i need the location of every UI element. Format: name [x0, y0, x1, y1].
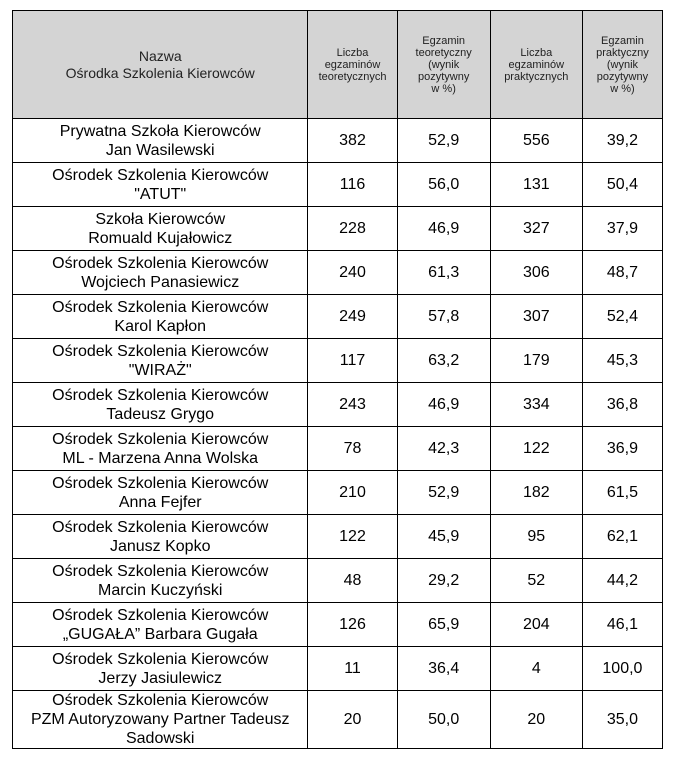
- practice-count-cell: 4: [490, 647, 582, 691]
- theory-pass-cell: 29,2: [397, 559, 490, 603]
- school-name-line: PZM Autoryzowany Partner Tadeusz: [30, 711, 290, 728]
- school-name-line: Ośrodek Szkolenia Kierowców: [52, 430, 269, 448]
- school-name-line: Jan Wasilewski: [105, 141, 215, 159]
- school-name-line: Ośrodek Szkolenia Kierowców: [52, 518, 269, 536]
- table-row: [13, 471, 663, 515]
- header-text-line: w %): [610, 82, 635, 95]
- header-practice-count: [490, 11, 582, 119]
- school-name-cell: [13, 251, 308, 295]
- school-name-line: Tadeusz Grygo: [106, 405, 215, 423]
- theory-count-cell: 126: [308, 603, 397, 647]
- theory-count-cell: 240: [308, 251, 397, 295]
- practice-pass-cell: 50,4: [582, 163, 662, 207]
- school-name-line: Karol Kapłon: [114, 317, 207, 335]
- theory-count-cell: 116: [308, 163, 397, 207]
- practice-pass-cell: 37,9: [582, 207, 662, 251]
- practice-count-cell: 122: [490, 427, 582, 471]
- practice-pass-cell: 62,1: [582, 515, 662, 559]
- table-row: [13, 515, 663, 559]
- practice-count-cell: 306: [490, 251, 582, 295]
- header-text-line: teoretycznych: [318, 70, 387, 83]
- school-name-cell: [13, 383, 308, 427]
- school-name-cell: [13, 471, 308, 515]
- practice-count-cell: 182: [490, 471, 582, 515]
- table-row: [13, 251, 663, 295]
- header-text-line: egzaminów: [324, 58, 381, 71]
- school-name-cell: [13, 119, 308, 163]
- theory-pass-cell: 63,2: [397, 339, 490, 383]
- practice-pass-cell: 48,7: [582, 251, 662, 295]
- header-text-line: egzaminów: [508, 58, 565, 71]
- practice-count-cell: 179: [490, 339, 582, 383]
- school-name-line: "WIRAŻ": [128, 361, 192, 379]
- header-row: [13, 11, 663, 119]
- theory-count-cell: 228: [308, 207, 397, 251]
- practice-count-cell: 95: [490, 515, 582, 559]
- table-body: [13, 119, 663, 749]
- header-text-line: teoretyczny: [415, 46, 472, 59]
- header-text-line: pozytywny: [596, 70, 649, 83]
- practice-count-cell: 20: [490, 691, 582, 749]
- theory-count-cell: 210: [308, 471, 397, 515]
- practice-pass-cell: 36,8: [582, 383, 662, 427]
- school-name-line: Wojciech Panasiewicz: [81, 273, 240, 291]
- school-name-line: Ośrodek Szkolenia Kierowców: [52, 298, 269, 316]
- school-name-cell: [13, 559, 308, 603]
- theory-pass-cell: 36,4: [397, 647, 490, 691]
- practice-pass-cell: 100,0: [582, 647, 662, 691]
- header-theory-count: [308, 11, 397, 119]
- header-practice-pass: [582, 11, 662, 119]
- header-text-line: (wynik: [428, 58, 460, 71]
- practice-count-cell: 334: [490, 383, 582, 427]
- practice-pass-cell: 61,5: [582, 471, 662, 515]
- school-name-line: Ośrodek Szkolenia Kierowców: [52, 562, 269, 580]
- practice-count-cell: 204: [490, 603, 582, 647]
- header-text-line: Egzamin: [601, 34, 644, 47]
- school-name-cell: [13, 603, 308, 647]
- header-school-name: [13, 11, 308, 119]
- header-text-line: (wynik: [606, 58, 639, 71]
- school-name-line: Janusz Kopko: [109, 537, 211, 555]
- header-theory-pass: [397, 11, 490, 119]
- table-row: [13, 603, 663, 647]
- theory-count-cell: 243: [308, 383, 397, 427]
- table-row: [13, 163, 663, 207]
- school-name-line: Ośrodek Szkolenia Kierowców: [52, 166, 269, 184]
- school-name-line: Ośrodek Szkolenia Kierowców: [52, 254, 269, 272]
- theory-pass-cell: 57,8: [397, 295, 490, 339]
- school-name-line: Prywatna Szkoła Kierowców: [59, 122, 261, 140]
- school-name-line: Sadowski: [125, 730, 195, 747]
- table-row: [13, 559, 663, 603]
- table-row: [13, 339, 663, 383]
- header-text-line: Nazwa: [138, 47, 182, 64]
- school-name-cell: [13, 163, 308, 207]
- header-text-line: Liczba: [520, 46, 553, 59]
- theory-pass-cell: 52,9: [397, 119, 490, 163]
- school-name-line: „GUGAŁA” Barbara Gugała: [62, 625, 258, 643]
- theory-pass-cell: 56,0: [397, 163, 490, 207]
- driving-school-results-table: [12, 10, 663, 749]
- school-name-line: Ośrodek Szkolenia Kierowców: [52, 386, 269, 404]
- theory-count-cell: 78: [308, 427, 397, 471]
- practice-count-cell: 327: [490, 207, 582, 251]
- table-row: [13, 383, 663, 427]
- school-name-cell: [13, 647, 308, 691]
- school-name-cell: [13, 295, 308, 339]
- header-text-line: Egzamin: [422, 34, 466, 47]
- theory-count-cell: 382: [308, 119, 397, 163]
- header-text-line: Ośrodka Szkolenia Kierowców: [65, 64, 255, 81]
- table-row: [13, 691, 663, 749]
- school-name-line: Ośrodek Szkolenia Kierowców: [52, 474, 269, 492]
- theory-count-cell: 249: [308, 295, 397, 339]
- header-text-line: Liczba: [336, 46, 369, 59]
- school-name-line: ML - Marzena Anna Wolska: [62, 449, 259, 467]
- practice-count-cell: 556: [490, 119, 582, 163]
- theory-pass-cell: 61,3: [397, 251, 490, 295]
- theory-pass-cell: 50,0: [397, 691, 490, 749]
- school-name-line: Szkoła Kierowców: [95, 210, 226, 228]
- practice-count-cell: 52: [490, 559, 582, 603]
- practice-pass-cell: 44,2: [582, 559, 662, 603]
- theory-pass-cell: 52,9: [397, 471, 490, 515]
- school-name-line: Ośrodek Szkolenia Kierowców: [52, 650, 269, 668]
- school-name-cell: [13, 207, 308, 251]
- practice-pass-cell: 52,4: [582, 295, 662, 339]
- table-row: [13, 207, 663, 251]
- theory-count-cell: 48: [308, 559, 397, 603]
- practice-pass-cell: 45,3: [582, 339, 662, 383]
- school-name-line: Jerzy Jasiulewicz: [98, 669, 223, 687]
- school-name-cell: [13, 515, 308, 559]
- school-name-line: Ośrodek Szkolenia Kierowców: [52, 606, 269, 624]
- practice-count-cell: 131: [490, 163, 582, 207]
- school-name-line: Ośrodek Szkolenia Kierowców: [52, 342, 269, 360]
- practice-pass-cell: 35,0: [582, 691, 662, 749]
- theory-pass-cell: 46,9: [397, 207, 490, 251]
- theory-count-cell: 20: [308, 691, 397, 749]
- theory-count-cell: 11: [308, 647, 397, 691]
- practice-pass-cell: 46,1: [582, 603, 662, 647]
- table-row: [13, 295, 663, 339]
- table-row: [13, 647, 663, 691]
- theory-count-cell: 122: [308, 515, 397, 559]
- practice-pass-cell: 39,2: [582, 119, 662, 163]
- table-row: [13, 427, 663, 471]
- school-name-line: "ATUT": [134, 185, 187, 203]
- theory-pass-cell: 46,9: [397, 383, 490, 427]
- school-name-line: Ośrodek Szkolenia Kierowców: [52, 692, 269, 709]
- theory-pass-cell: 65,9: [397, 603, 490, 647]
- school-name-line: Marcin Kuczyński: [97, 581, 223, 599]
- header-text-line: praktyczny: [596, 46, 649, 59]
- theory-pass-cell: 42,3: [397, 427, 490, 471]
- theory-pass-cell: 45,9: [397, 515, 490, 559]
- header-text-line: praktycznych: [504, 70, 569, 83]
- school-name-cell: [13, 691, 308, 749]
- practice-count-cell: 307: [490, 295, 582, 339]
- school-name-cell: [13, 339, 308, 383]
- table-header: [13, 11, 663, 119]
- table-row: [13, 119, 663, 163]
- school-name-line: Anna Fejfer: [118, 493, 202, 511]
- school-name-cell: [13, 427, 308, 471]
- theory-count-cell: 117: [308, 339, 397, 383]
- school-name-line: Romuald Kujałowicz: [88, 229, 233, 247]
- practice-pass-cell: 36,9: [582, 427, 662, 471]
- header-text-line: w %): [431, 82, 456, 95]
- header-text-line: pozytywny: [417, 70, 470, 83]
